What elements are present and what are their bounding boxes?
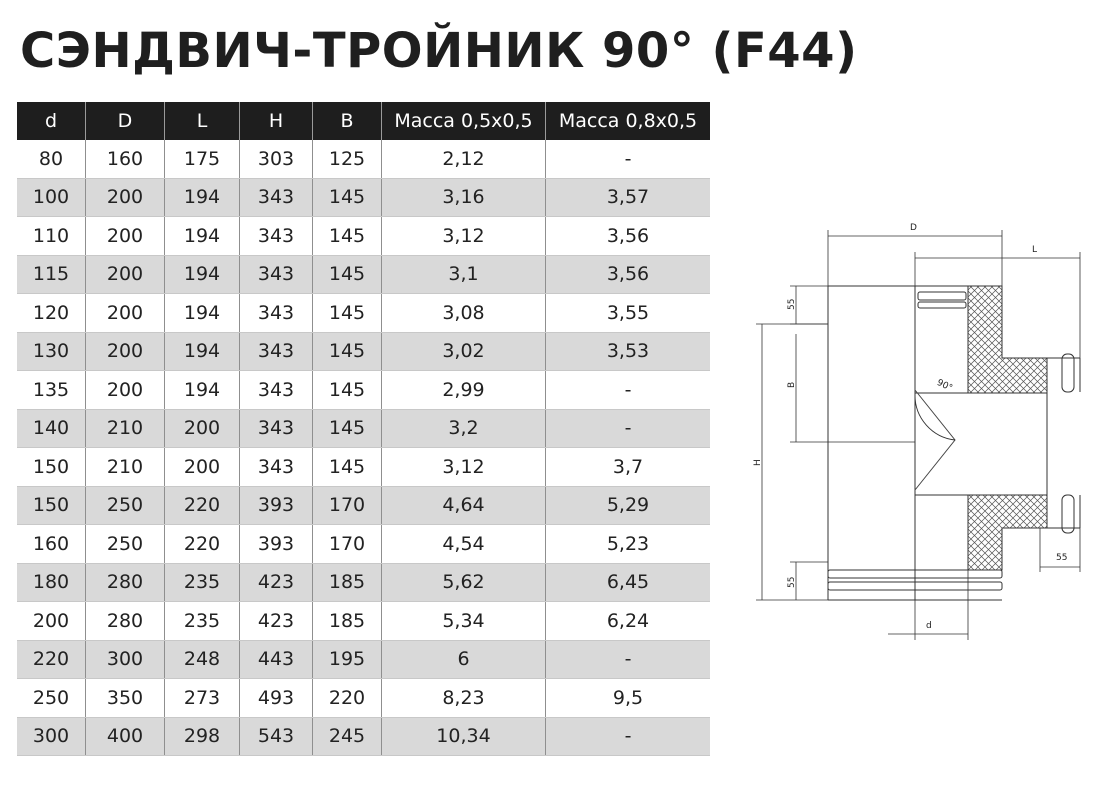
table-cell: 298 bbox=[165, 717, 240, 756]
label-B: B bbox=[787, 381, 797, 388]
table-cell: 273 bbox=[165, 679, 240, 718]
table-cell: 9,5 bbox=[546, 679, 711, 718]
table-cell: 543 bbox=[240, 717, 313, 756]
table-cell: 235 bbox=[165, 602, 240, 641]
table-cell: 3,16 bbox=[382, 178, 546, 217]
label-d: d bbox=[926, 621, 932, 631]
table-cell: 80 bbox=[17, 140, 86, 178]
table-cell: 303 bbox=[240, 140, 313, 178]
table-row bbox=[17, 371, 710, 410]
table-cell: 343 bbox=[240, 178, 313, 217]
table-cell: 393 bbox=[240, 525, 313, 564]
table-cell: - bbox=[546, 717, 711, 756]
table-header-row bbox=[17, 102, 710, 140]
table-cell: - bbox=[546, 140, 711, 178]
table-cell: 493 bbox=[240, 679, 313, 718]
table-cell: 3,2 bbox=[382, 409, 546, 448]
table-cell: 3,7 bbox=[546, 448, 711, 487]
table-cell: 3,53 bbox=[546, 332, 711, 371]
table-cell: 6 bbox=[382, 640, 546, 679]
table-cell: 3,02 bbox=[382, 332, 546, 371]
table-cell: 3,08 bbox=[382, 294, 546, 333]
table-row bbox=[17, 525, 710, 564]
table-cell: 200 bbox=[17, 602, 86, 641]
table-cell: - bbox=[546, 409, 711, 448]
table-cell: - bbox=[546, 640, 711, 679]
tee-technical-drawing bbox=[740, 210, 1090, 640]
table-cell: 400 bbox=[86, 717, 165, 756]
table-row bbox=[17, 409, 710, 448]
table-cell: 110 bbox=[17, 217, 86, 256]
table-cell: 235 bbox=[165, 563, 240, 602]
table-cell: 3,55 bbox=[546, 294, 711, 333]
table-cell: 194 bbox=[165, 255, 240, 294]
table-cell: 135 bbox=[17, 371, 86, 410]
table-cell: 220 bbox=[17, 640, 86, 679]
table-cell: 145 bbox=[313, 217, 382, 256]
table-cell: 145 bbox=[313, 178, 382, 217]
column-header: Масса 0,8х0,5 bbox=[546, 102, 711, 140]
table-cell: 350 bbox=[86, 679, 165, 718]
table-cell: 6,24 bbox=[546, 602, 711, 641]
table-cell: 145 bbox=[313, 255, 382, 294]
table-cell: 180 bbox=[17, 563, 86, 602]
table-cell: 194 bbox=[165, 332, 240, 371]
dimension-B bbox=[790, 334, 915, 442]
table-cell: 130 bbox=[17, 332, 86, 371]
column-header: d bbox=[17, 102, 86, 140]
table-cell: 343 bbox=[240, 371, 313, 410]
table-cell: 194 bbox=[165, 178, 240, 217]
table-cell: 210 bbox=[86, 448, 165, 487]
insulation-hatch bbox=[968, 286, 1047, 570]
table-cell: 343 bbox=[240, 255, 313, 294]
table-cell: 200 bbox=[86, 255, 165, 294]
table-cell: 170 bbox=[313, 525, 382, 564]
table-cell: 4,64 bbox=[382, 486, 546, 525]
table-cell: 200 bbox=[165, 448, 240, 487]
table-cell: 200 bbox=[165, 409, 240, 448]
table-cell: 3,12 bbox=[382, 217, 546, 256]
table-cell: 343 bbox=[240, 332, 313, 371]
table-cell: 170 bbox=[313, 486, 382, 525]
table-cell: 5,29 bbox=[546, 486, 711, 525]
table-cell: 3,56 bbox=[546, 255, 711, 294]
table-cell: 200 bbox=[86, 294, 165, 333]
table-cell: 200 bbox=[86, 217, 165, 256]
table-cell: 280 bbox=[86, 602, 165, 641]
table-cell: 145 bbox=[313, 448, 382, 487]
label-55-top: 55 bbox=[787, 298, 797, 310]
dimension-55-right bbox=[1040, 528, 1080, 572]
table-cell: 200 bbox=[86, 371, 165, 410]
table-cell: 194 bbox=[165, 217, 240, 256]
table-cell: 150 bbox=[17, 448, 86, 487]
table-cell: 115 bbox=[17, 255, 86, 294]
table-row bbox=[17, 563, 710, 602]
table-cell: 5,34 bbox=[382, 602, 546, 641]
label-H: H bbox=[753, 459, 763, 466]
table-cell: 443 bbox=[240, 640, 313, 679]
table-row bbox=[17, 640, 710, 679]
table-cell: 248 bbox=[165, 640, 240, 679]
table-cell: 393 bbox=[240, 486, 313, 525]
table-row bbox=[17, 332, 710, 371]
dimension-H bbox=[756, 324, 828, 600]
angle-label: 90° bbox=[935, 377, 954, 394]
label-L: L bbox=[1032, 245, 1038, 255]
table-cell: 280 bbox=[86, 563, 165, 602]
table-cell: 150 bbox=[17, 486, 86, 525]
table-cell: - bbox=[546, 371, 711, 410]
table-cell: 4,54 bbox=[382, 525, 546, 564]
label-55-bottom: 55 bbox=[787, 576, 797, 588]
table-cell: 210 bbox=[86, 409, 165, 448]
table-cell: 194 bbox=[165, 294, 240, 333]
table-cell: 343 bbox=[240, 217, 313, 256]
table-cell: 8,23 bbox=[382, 679, 546, 718]
table-cell: 423 bbox=[240, 563, 313, 602]
table-cell: 185 bbox=[313, 563, 382, 602]
table-cell: 3,1 bbox=[382, 255, 546, 294]
table-row bbox=[17, 217, 710, 256]
page-title: СЭНДВИЧ-ТРОЙНИК 90° (F44) bbox=[20, 23, 858, 79]
table-cell: 3,12 bbox=[382, 448, 546, 487]
table-cell: 185 bbox=[313, 602, 382, 641]
table-row bbox=[17, 255, 710, 294]
table-cell: 220 bbox=[165, 486, 240, 525]
table-cell: 5,62 bbox=[382, 563, 546, 602]
table-cell: 5,23 bbox=[546, 525, 711, 564]
column-header: L bbox=[165, 102, 240, 140]
table-cell: 2,12 bbox=[382, 140, 546, 178]
table-cell: 3,56 bbox=[546, 217, 711, 256]
table-body bbox=[17, 140, 710, 756]
table-row bbox=[17, 140, 710, 178]
table-cell: 300 bbox=[86, 640, 165, 679]
table-cell: 160 bbox=[17, 525, 86, 564]
table-cell: 343 bbox=[240, 448, 313, 487]
table-cell: 343 bbox=[240, 294, 313, 333]
table-cell: 200 bbox=[86, 178, 165, 217]
table-cell: 175 bbox=[165, 140, 240, 178]
table-row bbox=[17, 178, 710, 217]
column-header: H bbox=[240, 102, 313, 140]
table-cell: 195 bbox=[313, 640, 382, 679]
table-cell: 145 bbox=[313, 332, 382, 371]
column-header: B bbox=[313, 102, 382, 140]
table-cell: 250 bbox=[86, 486, 165, 525]
table-cell: 6,45 bbox=[546, 563, 711, 602]
table-cell: 2,99 bbox=[382, 371, 546, 410]
table-cell: 145 bbox=[313, 409, 382, 448]
table-cell: 250 bbox=[86, 525, 165, 564]
table-row bbox=[17, 679, 710, 718]
table-row bbox=[17, 448, 710, 487]
table-cell: 140 bbox=[17, 409, 86, 448]
table-cell: 300 bbox=[17, 717, 86, 756]
table-cell: 250 bbox=[17, 679, 86, 718]
table-cell: 194 bbox=[165, 371, 240, 410]
table-cell: 100 bbox=[17, 178, 86, 217]
label-D: D bbox=[910, 223, 917, 233]
table-cell: 245 bbox=[313, 717, 382, 756]
table-cell: 120 bbox=[17, 294, 86, 333]
spec-table bbox=[17, 102, 710, 756]
table-cell: 220 bbox=[165, 525, 240, 564]
table-cell: 343 bbox=[240, 409, 313, 448]
table-cell: 220 bbox=[313, 679, 382, 718]
label-55-right: 55 bbox=[1056, 553, 1068, 563]
table-row bbox=[17, 602, 710, 641]
table-row bbox=[17, 717, 710, 756]
table-row bbox=[17, 486, 710, 525]
table-cell: 200 bbox=[86, 332, 165, 371]
table-cell: 145 bbox=[313, 294, 382, 333]
table-cell: 10,34 bbox=[382, 717, 546, 756]
table-cell: 160 bbox=[86, 140, 165, 178]
table-row bbox=[17, 294, 710, 333]
column-header: Масса 0,5х0,5 bbox=[382, 102, 546, 140]
table-cell: 3,57 bbox=[546, 178, 711, 217]
tee-body bbox=[828, 286, 1080, 600]
table-cell: 145 bbox=[313, 371, 382, 410]
table-cell: 423 bbox=[240, 602, 313, 641]
table-cell: 125 bbox=[313, 140, 382, 178]
column-header: D bbox=[86, 102, 165, 140]
